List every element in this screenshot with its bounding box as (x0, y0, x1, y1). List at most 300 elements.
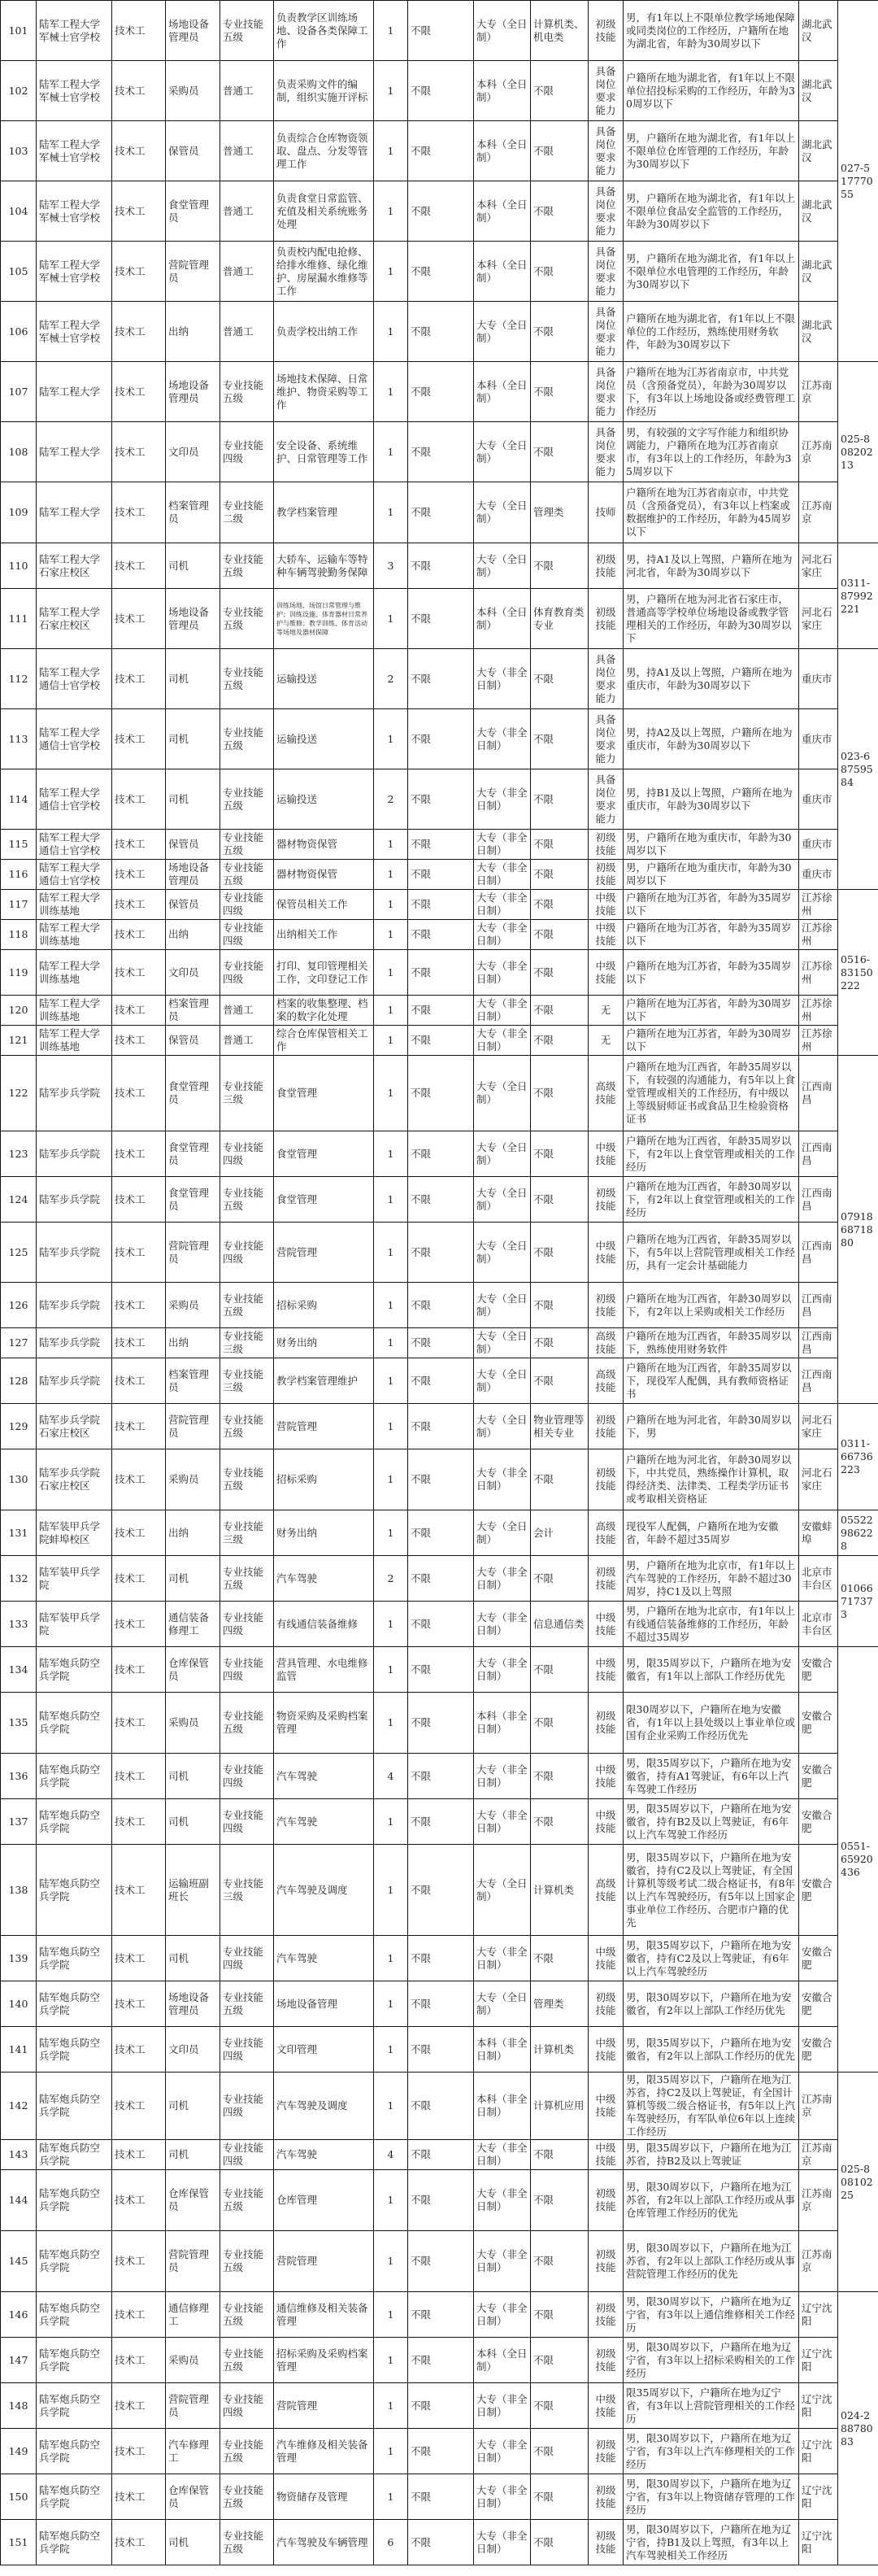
work-location: 江苏南京 (799, 2140, 838, 2170)
unit-name: 陆军炮兵防空兵学院 (37, 1981, 112, 2027)
job-type: 技术工 (112, 1223, 166, 1283)
job-type: 技术工 (112, 860, 166, 890)
post-level: 专业技能五级 (220, 2429, 274, 2474)
post-level: 专业技能四级 (220, 890, 274, 920)
post-level: 专业技能三级 (220, 1845, 274, 1936)
unit-name: 陆军炮兵防空兵学院 (37, 1845, 112, 1936)
hire-count: 1 (374, 1647, 408, 1693)
row-number: 127 (1, 1328, 37, 1358)
major: 不限 (531, 362, 589, 422)
unit-name: 陆军步兵学院 (37, 1056, 112, 1131)
table-row (1, 890, 878, 920)
education: 大专（非全日制） (474, 830, 531, 860)
work-location: 湖北武汉 (799, 61, 838, 121)
table-row (1, 1936, 878, 1981)
unit-name: 陆军工程大学 (37, 422, 112, 482)
post-level: 专业技能五级 (220, 362, 274, 422)
major: 不限 (531, 950, 589, 996)
job-type: 技术工 (112, 242, 166, 302)
work-location: 江苏南京 (799, 362, 838, 422)
education: 大专（非全日制） (474, 950, 531, 996)
hire-count: 1 (374, 1328, 408, 1358)
work-location: 安徽合肥 (799, 1647, 838, 1693)
job-type: 技术工 (112, 996, 166, 1026)
major: 不限 (531, 1799, 589, 1845)
education: 大专（非全日制） (474, 769, 531, 830)
row-number: 134 (1, 1647, 37, 1693)
unit-name: 陆军装甲兵学院 (37, 1602, 112, 1647)
post-level: 专业技能四级 (220, 920, 274, 950)
major: 信息通信类 (531, 1602, 589, 1647)
post-name: 营院管理员 (166, 2383, 220, 2429)
requirements: 男，限30周岁以下，户籍所在地为辽宁省，有3年以上招标采购相关的工作经历 (624, 2338, 799, 2383)
unit-name: 陆军步兵学院 (37, 1358, 112, 1404)
requirements: 户籍所在地为江西省，年龄35周岁以下，有5年以上营院管理或相关工作经历，具有一定会计基础能力 (624, 1223, 799, 1283)
job-type: 技术工 (112, 2292, 166, 2338)
requirements: 限30周岁以下，户籍所在地为安徽省，有1年以上县处级以上事业单位或国有企业采购工作经历优先 (624, 1693, 799, 1754)
job-type: 技术工 (112, 1647, 166, 1693)
post-name: 保管员 (166, 1026, 220, 1056)
requirements: 户籍所在地为江苏省，年龄为35周岁以下 (624, 920, 799, 950)
duty-desc: 财务出纳 (274, 1328, 374, 1358)
skill-level: 初级技能 (589, 1283, 624, 1328)
education: 本科（全日制） (474, 589, 531, 649)
work-location: 安徽合肥 (799, 2027, 838, 2073)
work-location: 辽宁沈阳 (799, 2292, 838, 2338)
ethnicity: 不限 (408, 1177, 474, 1223)
skill-level: 中级技能 (589, 1602, 624, 1647)
major: 不限 (531, 830, 589, 860)
requirements: 男，限30周岁以下，户籍所在地为辽宁省，有3年以上物资储存管理的工作经历 (624, 2474, 799, 2520)
post-level: 专业技能五级 (220, 2170, 274, 2231)
hire-count: 1 (374, 362, 408, 422)
table-row (1, 61, 878, 121)
duty-desc: 教学档案管理 (274, 482, 374, 543)
post-level: 专业技能五级 (220, 1556, 274, 1602)
table-row (1, 1754, 878, 1799)
row-number: 125 (1, 1223, 37, 1283)
table-row (1, 1404, 878, 1449)
education: 本科（全日制） (474, 181, 531, 242)
major: 不限 (531, 61, 589, 121)
requirements: 户籍所在地为江苏省，年龄为35周岁以下 (624, 890, 799, 920)
requirements: 户籍所在地为湖北省，有1年以上不限单位招投标采购的工作经历，年龄为30周岁以下 (624, 61, 799, 121)
post-level: 专业技能四级 (220, 2073, 274, 2140)
hire-count: 1 (374, 1358, 408, 1404)
job-type: 技术工 (112, 1510, 166, 1556)
row-number: 113 (1, 709, 37, 769)
table-row (1, 2140, 878, 2170)
row-number: 141 (1, 2027, 37, 2073)
skill-level: 中级技能 (589, 1223, 624, 1283)
table-row (1, 181, 878, 242)
table-row (1, 2027, 878, 2073)
job-type: 技术工 (112, 1693, 166, 1754)
table-row (1, 1223, 878, 1283)
post-name: 食堂管理员 (166, 1056, 220, 1131)
major: 不限 (531, 1556, 589, 1602)
row-number: 115 (1, 830, 37, 860)
post-name: 场地设备管理员 (166, 1, 220, 61)
work-location: 江西南昌 (799, 1283, 838, 1328)
ethnicity: 不限 (408, 1223, 474, 1283)
hire-count: 1 (374, 1799, 408, 1845)
major: 管理类 (531, 482, 589, 543)
skill-level: 初级技能 (589, 1177, 624, 1223)
table-row (1, 996, 878, 1026)
requirements: 男，限30周岁以下，户籍所在地为安徽省，有2年以上部队工作经历优先 (624, 1981, 799, 2027)
ethnicity: 不限 (408, 2170, 474, 2231)
requirements: 户籍所在地为河北省，年龄30周岁以下，男 (624, 1404, 799, 1449)
unit-name: 陆军工程大学训练基地 (37, 950, 112, 996)
ethnicity: 不限 (408, 1647, 474, 1693)
table-row (1, 1510, 878, 1556)
work-location: 江苏南京 (799, 2231, 838, 2292)
unit-name: 陆军步兵学院 (37, 1328, 112, 1358)
post-level: 专业技能五级 (220, 543, 274, 589)
row-number: 110 (1, 543, 37, 589)
post-name: 通信修理工 (166, 2292, 220, 2338)
duty-desc: 财务出纳 (274, 1510, 374, 1556)
education: 大专（非全日制） (474, 996, 531, 1026)
post-level: 专业技能四级 (220, 1936, 274, 1981)
job-type: 技术工 (112, 1754, 166, 1799)
post-level: 专业技能五级 (220, 2520, 274, 2565)
work-location: 江苏徐州 (799, 950, 838, 996)
unit-name: 陆军工程大学通信士官学校 (37, 830, 112, 860)
major: 不限 (531, 860, 589, 890)
job-type: 技术工 (112, 920, 166, 950)
work-location: 辽宁沈阳 (799, 2474, 838, 2520)
post-name: 保管员 (166, 830, 220, 860)
requirements: 男，限30周岁以下，户籍所在地为江苏省，有2年以上部队工作经历或从事仓库管理工作经历的优先 (624, 2170, 799, 2231)
requirements: 男，有较强的文字写作能力和组织协调能力，户籍所在地为江苏省南京市，有3年以上的工作经历，年龄为35周岁以下 (624, 422, 799, 482)
ethnicity: 不限 (408, 709, 474, 769)
ethnicity: 不限 (408, 362, 474, 422)
job-type: 技术工 (112, 2383, 166, 2429)
post-level: 专业技能五级 (220, 2231, 274, 2292)
major: 计算机应用 (531, 2073, 589, 2140)
table-row (1, 920, 878, 950)
unit-name: 陆军步兵学院石家庄校区 (37, 1449, 112, 1510)
ethnicity: 不限 (408, 2292, 474, 2338)
row-number: 147 (1, 2338, 37, 2383)
hire-count: 1 (374, 482, 408, 543)
post-name: 场地设备管理员 (166, 362, 220, 422)
education: 大专（非全日制） (474, 1936, 531, 1981)
hire-count: 1 (374, 121, 408, 181)
work-location: 江苏南京 (799, 422, 838, 482)
education: 大专（非全日制） (474, 2520, 531, 2565)
major: 不限 (531, 422, 589, 482)
requirements: 户籍所在地为江苏省，年龄为30周岁以下 (624, 996, 799, 1026)
requirements: 男，限35周岁以下，户籍所在地为安徽省，持有C2及以上驾驶证，有6年以上汽车驾驶经历 (624, 1936, 799, 1981)
education: 大专（非全日制） (474, 649, 531, 709)
job-type: 技术工 (112, 2429, 166, 2474)
unit-name: 陆军工程大学军械士官学校 (37, 61, 112, 121)
duty-desc: 汽车驾驶 (274, 1754, 374, 1799)
requirements: 户籍所在地为江西省，年龄30周岁以下，有2年以上食堂管理或相关的工作经历 (624, 1177, 799, 1223)
ethnicity: 不限 (408, 2140, 474, 2170)
skill-level: 初级技能 (589, 1556, 624, 1602)
skill-level: 具备岗位要求能力 (589, 121, 624, 181)
skill-level: 初级技能 (589, 1, 624, 61)
unit-name: 陆军炮兵防空兵学院 (37, 2231, 112, 2292)
post-name: 营院管理员 (166, 2231, 220, 2292)
education: 本科（非全日制） (474, 2027, 531, 2073)
skill-level: 具备岗位要求能力 (589, 61, 624, 121)
ethnicity: 不限 (408, 1358, 474, 1404)
skill-level: 初级技能 (589, 2474, 624, 2520)
row-number: 144 (1, 2170, 37, 2231)
hire-count: 1 (374, 61, 408, 121)
skill-level: 无 (589, 996, 624, 1026)
post-name: 保管员 (166, 121, 220, 181)
unit-name: 陆军装甲兵学院蚌埠校区 (37, 1510, 112, 1556)
hire-count: 1 (374, 950, 408, 996)
ethnicity: 不限 (408, 920, 474, 950)
requirements: 男，限30周岁以下，户籍所在地为辽宁省，持B1及以上驾照，有3年以上汽车驾驶相关工作经历 (624, 2520, 799, 2565)
duty-desc: 食堂管理 (274, 1177, 374, 1223)
work-location: 河北石家庄 (799, 589, 838, 649)
major: 不限 (531, 1026, 589, 1056)
unit-name: 陆军工程大学军械士官学校 (37, 302, 112, 362)
row-number: 140 (1, 1981, 37, 2027)
skill-level: 中级技能 (589, 890, 624, 920)
work-location: 江西南昌 (799, 1223, 838, 1283)
hire-count: 1 (374, 2170, 408, 2231)
hire-count: 1 (374, 422, 408, 482)
skill-level: 具备岗位要求能力 (589, 422, 624, 482)
ethnicity: 不限 (408, 181, 474, 242)
major: 管理类 (531, 1981, 589, 2027)
post-level: 专业技能五级 (220, 2338, 274, 2383)
job-type: 技术工 (112, 422, 166, 482)
skill-level: 中级技能 (589, 920, 624, 950)
job-type: 技术工 (112, 2027, 166, 2073)
requirements: 户籍所在地为江苏省南京市，中共党员（含预备党员），年龄为30周岁以下，有3年以上场地设备或经费管理工作经历 (624, 362, 799, 422)
row-number: 145 (1, 2231, 37, 2292)
table-row (1, 589, 878, 649)
duty-desc: 综合仓库保管相关工作 (274, 1026, 374, 1056)
ethnicity: 不限 (408, 1693, 474, 1754)
skill-level: 初级技能 (589, 1693, 624, 1754)
skill-level: 初级技能 (589, 1449, 624, 1510)
post-name: 食堂管理员 (166, 1131, 220, 1177)
skill-level: 中级技能 (589, 1936, 624, 1981)
post-level: 专业技能五级 (220, 769, 274, 830)
ethnicity: 不限 (408, 1056, 474, 1131)
ethnicity: 不限 (408, 1981, 474, 2027)
requirements: 男，限35周岁以下，户籍所在地为安徽省，持有B2及以上驾驶证，有6年以上汽车驾驶工作经历 (624, 1799, 799, 1845)
contact-phone: 025-80820213 (838, 362, 878, 543)
post-name: 文印员 (166, 950, 220, 996)
post-level: 专业技能五级 (220, 709, 274, 769)
education: 大专（全日制） (474, 1223, 531, 1283)
ethnicity: 不限 (408, 1510, 474, 1556)
hire-count: 1 (374, 2383, 408, 2429)
work-location: 江西南昌 (799, 1177, 838, 1223)
education: 大专（非全日制） (474, 1754, 531, 1799)
row-number: 123 (1, 1131, 37, 1177)
ethnicity: 不限 (408, 302, 474, 362)
duty-desc: 食堂管理 (274, 1056, 374, 1131)
major: 不限 (531, 2170, 589, 2231)
job-type: 技术工 (112, 1177, 166, 1223)
row-number: 128 (1, 1358, 37, 1404)
education: 大专（非全日制） (474, 2383, 531, 2429)
duty-desc: 运输投送 (274, 649, 374, 709)
hire-count: 1 (374, 1981, 408, 2027)
skill-level: 初级技能 (589, 830, 624, 860)
row-number: 107 (1, 362, 37, 422)
duty-desc: 仓库管理 (274, 2170, 374, 2231)
education: 大专（全日制） (474, 482, 531, 543)
post-name: 司机 (166, 769, 220, 830)
post-level: 专业技能五级 (220, 1404, 274, 1449)
post-name: 采购员 (166, 1449, 220, 1510)
work-location: 江苏徐州 (799, 1026, 838, 1056)
unit-name: 陆军工程大学 (37, 482, 112, 543)
skill-level: 中级技能 (589, 1754, 624, 1799)
duty-desc: 大轿车、运输车等特种车辆驾驶勤务保障 (274, 543, 374, 589)
skill-level: 初级技能 (589, 2170, 624, 2231)
major: 不限 (531, 1754, 589, 1799)
duty-desc: 招标采购 (274, 1449, 374, 1510)
unit-name: 陆军炮兵防空兵学院 (37, 2383, 112, 2429)
requirements: 户籍所在地为江苏省，年龄为30周岁以下 (624, 1026, 799, 1056)
skill-level: 初级技能 (589, 1404, 624, 1449)
job-type: 技术工 (112, 121, 166, 181)
requirements: 男，限35周岁以下，户籍所在地为江苏省，持C2及以上驾驶证，有全国计算机等级二级合格证书，有5年以上汽车驾驶经历，有军队单位6年以上连续工作经历 (624, 2073, 799, 2140)
education: 大专（全日制） (474, 1510, 531, 1556)
row-number: 104 (1, 181, 37, 242)
job-type: 技术工 (112, 181, 166, 242)
job-type: 技术工 (112, 482, 166, 543)
job-type: 技术工 (112, 1602, 166, 1647)
post-name: 食堂管理员 (166, 1177, 220, 1223)
major: 计算机类 (531, 2027, 589, 2073)
hire-count: 1 (374, 1693, 408, 1754)
education: 本科（全日制） (474, 61, 531, 121)
major: 不限 (531, 2520, 589, 2565)
table-row (1, 860, 878, 890)
post-name: 场地设备管理员 (166, 860, 220, 890)
row-number: 129 (1, 1404, 37, 1449)
unit-name: 陆军工程大学 (37, 362, 112, 422)
major: 不限 (531, 1936, 589, 1981)
row-number: 148 (1, 2383, 37, 2429)
contact-phone: 0791868718 80 (838, 1056, 878, 1404)
job-type: 技术工 (112, 890, 166, 920)
education: 大专（全日制） (474, 1404, 531, 1449)
duty-desc: 器材物资保管 (274, 830, 374, 860)
unit-name: 陆军工程大学训练基地 (37, 890, 112, 920)
table-row (1, 2231, 878, 2292)
work-location: 安徽合肥 (799, 1754, 838, 1799)
table-row (1, 242, 878, 302)
post-level: 专业技能三级 (220, 1510, 274, 1556)
duty-desc: 营院管理 (274, 2231, 374, 2292)
major: 计算机类 (531, 1845, 589, 1936)
skill-level: 中级技能 (589, 2140, 624, 2170)
skill-level: 中级技能 (589, 2027, 624, 2073)
major: 不限 (531, 242, 589, 302)
major: 不限 (531, 2474, 589, 2520)
contact-phone: 025-80810225 (838, 2073, 878, 2292)
work-location: 辽宁沈阳 (799, 2520, 838, 2565)
duty-desc: 器材物资保管 (274, 860, 374, 890)
skill-level: 高级技能 (589, 1056, 624, 1131)
hire-count: 1 (374, 996, 408, 1026)
ethnicity: 不限 (408, 830, 474, 860)
education: 大专（全日制） (474, 543, 531, 589)
work-location: 湖北武汉 (799, 302, 838, 362)
contact-phone: 0106671737 3 (838, 1556, 878, 1647)
post-name: 出纳 (166, 1510, 220, 1556)
post-level: 专业技能五级 (220, 2474, 274, 2520)
work-location: 河北石家庄 (799, 543, 838, 589)
work-location: 安徽蚌埠 (799, 1510, 838, 1556)
requirements: 户籍所在地为江西省，年龄35周岁以下，熟练使用财务软件 (624, 1328, 799, 1358)
duty-desc: 运输投送 (274, 769, 374, 830)
post-level: 专业技能四级 (220, 2140, 274, 2170)
major: 会计 (531, 1510, 589, 1556)
ethnicity: 不限 (408, 2429, 474, 2474)
requirements: 男，限35周岁以下，户籍所在地为江苏省，持B2及以上驾驶证 (624, 2140, 799, 2170)
education: 本科（全日制） (474, 242, 531, 302)
skill-level: 具备岗位要求能力 (589, 302, 624, 362)
job-type: 技术工 (112, 2170, 166, 2231)
major: 不限 (531, 1647, 589, 1693)
job-type: 技术工 (112, 2474, 166, 2520)
skill-level: 初级技能 (589, 589, 624, 649)
post-level: 普通工 (220, 302, 274, 362)
ethnicity: 不限 (408, 1602, 474, 1647)
duty-desc: 汽车驾驶及调度 (274, 1845, 374, 1936)
post-name: 档案管理员 (166, 1358, 220, 1404)
row-number: 112 (1, 649, 37, 709)
post-name: 仓库保管员 (166, 2170, 220, 2231)
unit-name: 陆军炮兵防空兵学院 (37, 1693, 112, 1754)
work-location: 江苏南京 (799, 2170, 838, 2231)
post-name: 文印员 (166, 2027, 220, 2073)
ethnicity: 不限 (408, 2474, 474, 2520)
ethnicity: 不限 (408, 1936, 474, 1981)
requirements: 男，户籍所在地为湖北省，有1年以上不限单位水电管理的工作经历，年龄为30周岁以下 (624, 242, 799, 302)
post-level: 普通工 (220, 1026, 274, 1056)
major: 不限 (531, 1283, 589, 1328)
hire-count: 2 (374, 769, 408, 830)
skill-level: 中级技能 (589, 1647, 624, 1693)
hire-count: 1 (374, 2292, 408, 2338)
duty-desc: 招标采购及采购档案管理 (274, 2338, 374, 2383)
row-number: 109 (1, 482, 37, 543)
post-level: 专业技能五级 (220, 1449, 274, 1510)
education: 本科（非全日制） (474, 2073, 531, 2140)
duty-desc: 招标采购 (274, 1283, 374, 1328)
education: 本科（全日制） (474, 2338, 531, 2383)
ethnicity: 不限 (408, 121, 474, 181)
duty-desc: 安全设备、系统维护、日常管理等工作 (274, 422, 374, 482)
hire-count: 1 (374, 1223, 408, 1283)
post-name: 出纳 (166, 302, 220, 362)
hire-count: 3 (374, 543, 408, 589)
unit-name: 陆军步兵学院 (37, 1131, 112, 1177)
skill-level: 初级技能 (589, 2292, 624, 2338)
post-name: 采购员 (166, 61, 220, 121)
major: 不限 (531, 543, 589, 589)
